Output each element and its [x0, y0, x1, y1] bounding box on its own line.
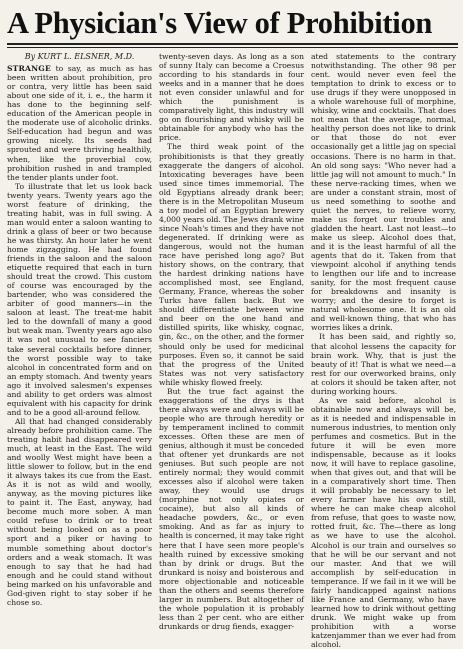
lead-word: STRANGE	[7, 64, 51, 74]
article-paragraph: As we said before, alcohol is obtainable now and always will be, as it is needed and indispensable in numerous industries, to mention only perfumes and cosmetics. But in the future it will be even more indispensable, because as it looks now, it will have to replace gasoline, when that gives out, and that will be in a comparatively short time. Then it will probably be necessary to let every farmer have his own still, where he can make cheap alcohol from refuse, that goes to waste now, rotted fruit, &c. The—there as long as we have to use the alcohol. Alcohol is our train and ourselves so that he will be our servant and not our master. And that we will accomplish by self-education in temperance. If we fail in it we will be fairly handicapped against nations like France and Germany, who have learned how to drink without getting drunk. We might wake up from prohibition with a worse katzenjammer than we ever had from alcohol.	[311, 395, 456, 649]
article-paragraph: The third weak point of the prohibitionists is that they greatly exaggerate the dangers of alcohol. Intoxicating beverages have been used since times immemorial. The old Egyptians already drank beer; there is in the Metropolitan Museum a toy model of an Egyptian brewery 4,000 years old. The Jews drank wine since Noah's times and they have not degenerated. If drinking were as dangerous, would not the human race have perished long ago? But history shows, on the contrary, that the hardest drinking nations have accomplished most, see England, Germany, France, whereas the sober Turks have fallen back. But we should differentiate between wine and beer on the one hand and distilled spirits, like whisky, cognac, gin, &c., on the other, and the former should only be used for medicinal purposes. Even so, it cannot be said that the progress of the United States was not very satisfactory while whisky flowed freely.	[159, 142, 304, 387]
headline-rule	[7, 43, 458, 45]
headline-rule-thin	[7, 47, 458, 48]
article-column-3	[311, 52, 456, 649]
article-paragraph: twenty-seven days. As long as a son of sunny Italy can become a Croesus according to his standards in four weeks and in a manner that he does not even consider unlawful and for which the punishment is comparatively light, this industry will go on flourishing and whisky will be obtainable for anybody who has the price.	[159, 52, 304, 143]
article-paragraph: To illustrate that let us look back twenty years. Twenty years ago the worst feature of drinking, the treating habit, was in full swing. A man would enter a saloon wanting to drink a glass of beer or two because he was thirsty. An hour later he went home zigzagging. He had found friends in the saloon and the saloon etiquette required that each in turn should treat the crowd. This custom of course was encouraged by the bartender, who was considered the arbiter of good manners—in the saloon at least. The treat-me habit led to the downfall of many a good but weak man. Twenty years ago also it was not unusual to see fanciers take several cocktails before dinner, the worst possible way to take alcohol in concentrated form and on an empty stomach. And twenty years ago it involved salesmen's expenses and ability to get orders was almost equivalent with his capacity for drink and to be a good all-around fellow.	[7, 181, 152, 417]
article-column-2	[159, 52, 304, 632]
article-paragraph: All that had changed considerably already before prohibition came. The treating habit had disappeared very much, at least in the East. The wild and woolly West might have been a little slower to follow, but in the end it always takes its cue from the East. As it is not as wild and woolly, anyway, as the moving pictures like to paint it. The East, anyway, had become much more sober. A man could refuse to drink or to treat without being looked on as a poor sport and a piker or having to mumble something about doctor's orders and a weak stomach. It was enough to say that he had had enough and he could stand without being marked on his unfavorable and God-given right to stay sober if he chose so.	[7, 416, 152, 607]
article-paragraph: STRANGE to say, as much as has been written about prohibition, pro or contra, very little has been said about one side of it, i. e., the harm it has done to the beginning self-education of the American people in the moderate use of alcoholic drinks. Self-education had begun and was growing nicely. Its seeds had sprouted and were thriving healthily, when, like the proverbial cow, prohibition rushed in and trampled the tender plants under foot.	[7, 64, 152, 182]
article-byline: By KURT L. ELSNER, M.D.	[24, 52, 135, 61]
article-column-1	[7, 52, 152, 632]
article-body	[7, 52, 458, 649]
article-paragraph: ated statements to the contrary notwithstanding. The other 98 per cent. would never even feel the temptation to drink to excess or to use drugs if they were unopposed in a whole warehouse full of morphine, whisky, wine and cocktails. That does not mean that the average, normal, healthy person does not like to drink or that those do not ever occasionally get a little jag on special occasions. There is no harm in that. An old song says: "Who never had a little jag will not amount to much." In these nerve-racking times, when we are under a constant strain, most of us need something to soothe and quiet the nerves, to relieve worry, make us forget our troubles and gladden the heart. Last not least—to make us sleep. Alcohol does that, and it is the least harmful of all the agents that do it. Taken from that viewpoint alcohol if anything tends to lengthen our life and to increase sanity, for the most frequent cause for breakdowns and insanity is worry; and the desire to forget is natural wholesome one. It is an old and well-known thing, that who has worries likes a drink.	[311, 52, 456, 333]
article-headline: A Physician's View of Prohibition	[7, 6, 433, 40]
article-paragraph: It has been said, and rightly so, that alcohol lessens the capacity for brain work. Why, that is just the beauty of it! That is what we need—a rest for our overworked brains, only at colors it should be taken after, not during working hours.	[311, 332, 456, 396]
article-paragraph: But the true fact against the exaggerations of the drys is that there always were and always will be people who are through heredity or by temperament inclined to commit excesses. Often these are men of genius, although it must be conceded that oftener yet drunkards are not geniuses. But such people are not entirely normal; they would commit excesses also if alcohol were taken away, they would use drugs (morphine not only opiates or cocaine), but also all kinds of headache powders, &c., or even smoking. And as far as injury to health is concerned, it may take right here that I have seen more people's health ruined by excessive smoking than by drink or drugs. But the drunkard is noisy and boisterous and more objectionable and noticeable than the others and seems therefore larger in numbers. But altogether of the whole population it is probably less than 2 per cent. who are either drunkards or drug fiends, exagger-	[159, 386, 304, 631]
